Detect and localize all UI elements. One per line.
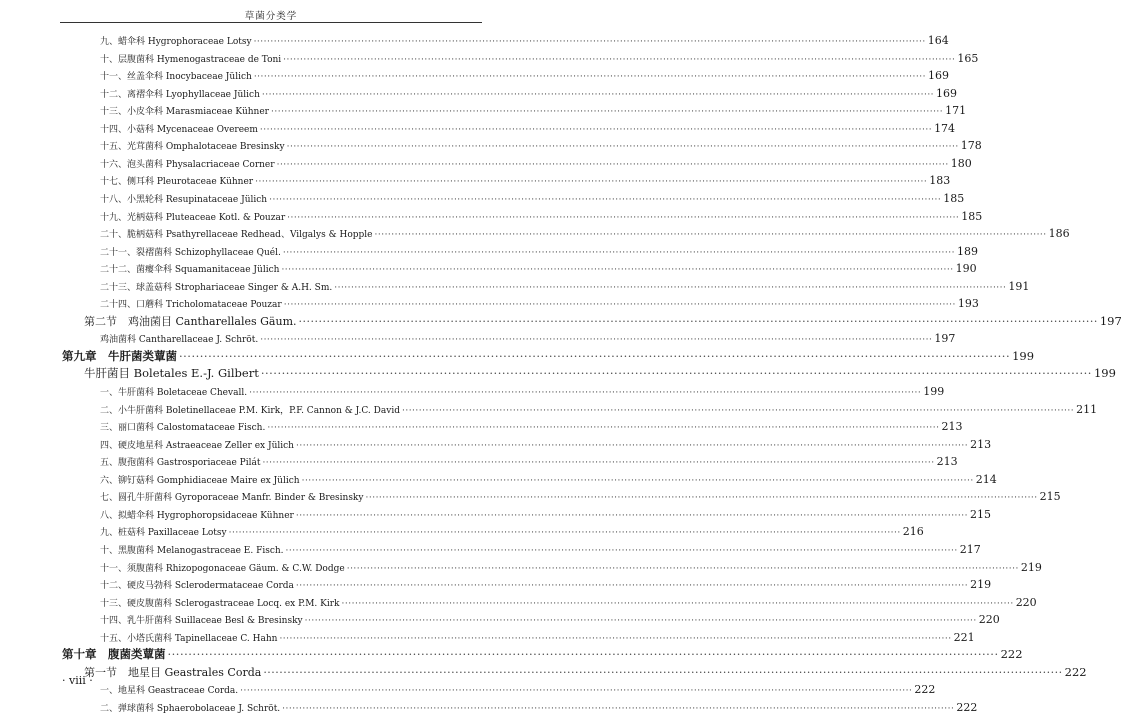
toc-entry-title: 第一节 地星目 Geastrales Corda <box>84 665 262 679</box>
toc-entry-family <box>100 244 978 258</box>
toc-entry-page: 171 <box>945 104 967 118</box>
toc-leader-dots: ········································································································································································································ <box>276 159 949 170</box>
toc-leader-dots: ········································································································································································································ <box>287 212 960 223</box>
toc-entry-page: 215 <box>1039 490 1061 504</box>
toc-leader-dots: ········································································································································································································ <box>279 633 952 644</box>
toc-entry-title: 十八、小黑轮科 Resupinataceae Jülich <box>100 194 268 205</box>
toc-entry-family <box>100 683 936 697</box>
toc-entry-family <box>100 385 945 398</box>
toc-leader-dots: ········································································································································································································ <box>295 581 969 592</box>
toc-entry-title: 十四、小菇科 Mycenaceae Overeem <box>100 124 258 135</box>
toc-entry-page: 199 <box>1012 348 1035 363</box>
toc-leader-dots: ········································································································································································································ <box>253 72 926 83</box>
toc-leader-dots: ········································································································································································································ <box>179 348 1011 363</box>
toc-entry-family <box>100 420 963 434</box>
toc-leader-dots: ········································································································································································································ <box>401 405 1075 416</box>
toc-leader-dots: ········································································································································································································ <box>282 247 955 258</box>
toc-entry-page: 186 <box>1048 227 1070 241</box>
toc-entry-page: 199 <box>1093 366 1116 381</box>
toc-entry-page: 219 <box>1020 560 1042 574</box>
toc-entry-family <box>100 560 1042 574</box>
toc-entry-title: 四、硬皮地星科 Astraeaceae Zeller ex Jülich <box>100 440 294 451</box>
toc-entry-page: 178 <box>960 139 982 153</box>
toc-entry-title: 十三、硬皮腹菌科 Sclerogastraceae Locq. ex P.M. Kirk <box>100 598 340 609</box>
toc-leader-dots: ········································································································································································································ <box>267 423 940 434</box>
toc-entry-title: 十四、乳牛肝菌科 Suillaceae Besl & Bresinsky <box>100 616 303 627</box>
toc-entry-page: 213 <box>941 420 963 434</box>
toc-leader-dots: ········································································································································································································ <box>365 493 1038 504</box>
toc-leader-dots: ········································································································································································································ <box>260 366 1092 381</box>
toc-entry-title: 第十章 腹菌类蕈菌 <box>62 647 166 662</box>
header-rule <box>60 22 482 23</box>
toc-entry-section <box>84 664 1087 679</box>
toc-entry-title: 二十三、球盖菇科 Strophariaceae Singer & A.H. Sm. <box>100 282 333 293</box>
toc-leader-dots: ········································································································································································································ <box>255 177 928 188</box>
toc-entry-title: 第二节 鸡油菌目 Cantharellales Gäum. <box>84 314 297 328</box>
toc-entry-title: 九、桩菇科 Paxillaceae Lotsy <box>100 528 227 539</box>
toc-entry-title: 牛肝菌目 Boletales E.-J. Gilbert <box>84 366 259 381</box>
toc-leader-dots: ········································································································································································································ <box>301 475 974 486</box>
toc-entry-page: 213 <box>970 437 992 451</box>
toc-entry-section <box>84 313 1122 328</box>
toc-leader-dots: ········································································································································································································ <box>282 703 955 714</box>
toc-leader-dots: ········································································································································································································ <box>295 510 968 521</box>
toc-entry-family <box>100 121 956 135</box>
toc-entry-family <box>100 209 983 223</box>
toc-entry-title: 十、黑腹菌科 Melanogastraceae E. Fisch. <box>100 545 284 556</box>
toc-leader-dots: ········································································································································································································ <box>285 545 958 556</box>
toc-entry-page: 220 <box>1015 595 1037 609</box>
toc-entry-title: 十三、小皮伞科 Marasmiaceae Kühner <box>100 107 269 118</box>
toc-entry-page: 222 <box>1000 647 1023 662</box>
toc-entry-title: 二十四、口蘑科 Tricholomataceae Pouzar <box>100 300 282 311</box>
toc-entry-title: 二十二、菌瘿伞科 Squamanitaceae Jülich <box>100 265 280 276</box>
toc-entry-title: 八、拟蜡伞科 Hygrophoropsidaceae Kühner <box>100 510 294 521</box>
toc-entry-family <box>100 262 977 276</box>
toc-entry-family <box>100 69 949 83</box>
toc-entry-page: 211 <box>1076 402 1098 416</box>
toc-entry-family <box>100 507 991 521</box>
toc-entry-family <box>100 525 924 539</box>
toc-leader-dots: ········································································································································································································ <box>263 665 1063 679</box>
toc-entry-family <box>100 542 981 556</box>
toc-entry-family <box>100 297 979 311</box>
toc-entry-page: 193 <box>957 297 979 311</box>
toc-leader-dots: ········································································································································································································ <box>286 142 959 153</box>
toc-leader-dots: ········································································································································································································ <box>304 616 977 627</box>
toc-entry-chapter <box>62 647 1023 662</box>
toc-entry-page: 217 <box>959 542 981 556</box>
toc-entry-page: 189 <box>957 244 978 258</box>
toc-entry-title: 一、地星科 Geastraceae Corda. <box>100 686 239 697</box>
toc-entry-title: 鸡油菌科 Cantharellaceae J. Schröt. <box>100 335 259 346</box>
toc-entry-family <box>100 595 1037 609</box>
toc-entry-title: 十五、光茸菌科 Omphalotaceae Bresinsky <box>100 142 285 153</box>
toc-entry-page: 220 <box>978 613 1000 627</box>
toc-entry-title: 十、层腹菌科 Hymenogastraceae de Toni <box>100 54 282 65</box>
toc-entry-page: 190 <box>955 262 977 276</box>
toc-entry-family <box>100 455 958 469</box>
toc-entry-page: 185 <box>943 191 965 205</box>
toc-leader-dots: ········································································································································································································ <box>283 54 956 65</box>
toc-entry-title: 七、圆孔牛肝菌科 Gyroporaceae Manfr. Binder & Bresinsky <box>100 493 364 504</box>
toc-entry-title: 二十、脆柄菇科 Psathyrellaceae Redhead、Vilgalys & Hopple <box>100 230 373 241</box>
toc-entry-family <box>100 156 972 170</box>
toc-entry-family <box>100 279 1030 293</box>
toc-entry-family <box>100 51 979 65</box>
toc-entry-title: 十二、硬皮马勃科 Sclerodermataceae Corda <box>100 581 294 592</box>
toc-entry-title: 二、弹球菌科 Sphaerobolaceae J. Schröt. <box>100 703 281 714</box>
toc-leader-dots: ········································································································································································································ <box>298 314 1098 328</box>
toc-entry-page: 222 <box>1064 664 1087 679</box>
toc-entry-family <box>100 139 982 153</box>
toc-entry-family <box>100 332 956 346</box>
toc-entry-page: 165 <box>957 51 979 65</box>
toc-entry-page: 222 <box>914 683 936 697</box>
toc-entry-page: 213 <box>936 455 958 469</box>
toc-entry-page: 180 <box>950 156 972 170</box>
toc-entry-page: 183 <box>929 174 951 188</box>
running-header: 草菌分类学 <box>244 11 298 22</box>
toc-leader-dots: ········································································································································································································ <box>260 335 933 346</box>
toc-leader-dots: ········································································································································································································ <box>374 230 1047 241</box>
toc-entry-title: 十七、侧耳科 Pleurotaceae Kühner <box>100 177 254 188</box>
toc-entry-title: 三、丽口菌科 Calostomataceae Fisch. <box>100 423 266 434</box>
toc-entry-page: 214 <box>975 472 997 486</box>
toc-entry-page: 197 <box>1099 313 1122 328</box>
toc-entry-title: 二、小牛肝菌科 Boletinellaceae P.M. Kirk，P.F. Cannon & J.C. David <box>100 405 400 416</box>
toc-entry-family <box>100 578 992 592</box>
toc-entry-page: 219 <box>970 578 992 592</box>
toc-leader-dots: ········································································································································································································ <box>341 598 1014 609</box>
toc-leader-dots: ········································································································································································································ <box>228 528 901 539</box>
toc-entry-title: 十一、丝盖伞科 Inocybaceae Jülich <box>100 72 252 83</box>
toc-leader-dots: ········································································································································································································ <box>270 107 944 118</box>
toc-entry-family <box>100 472 997 486</box>
toc-entry-family <box>100 630 975 644</box>
toc-entry-family <box>100 700 978 714</box>
toc-entry-family <box>100 437 992 451</box>
toc-leader-dots: ········································································································································································································ <box>346 563 1019 574</box>
toc-entry-page: 164 <box>927 34 949 47</box>
toc-entry-page: 221 <box>953 630 975 644</box>
toc-entry-family <box>100 191 965 205</box>
toc-entry-family <box>100 613 1000 627</box>
toc-entry-title: 十一、须腹菌科 Rhizopogonaceae Gäum. & C.W. Dodge <box>100 563 345 574</box>
toc-leader-dots: ········································································································································································································ <box>259 124 933 135</box>
toc-entry-family <box>100 402 1098 416</box>
toc-leader-dots: ········································································································································································································ <box>281 265 954 276</box>
toc-entry-page: 191 <box>1008 279 1030 293</box>
toc-entry-page: 197 <box>934 332 956 346</box>
toc-entry-page: 199 <box>923 385 945 398</box>
toc-entry-page: 222 <box>956 700 978 714</box>
toc-entry-family <box>100 104 967 118</box>
toc-entry-family <box>100 34 949 47</box>
toc-entry-chapter <box>62 348 1035 363</box>
toc-entry-title: 六、铆钉菇科 Gomphidiaceae Maire ex Jülich <box>100 475 300 486</box>
toc-entry-page: 215 <box>970 507 991 521</box>
toc-entry-title: 十六、泡头菌科 Physalacriaceae Corner <box>100 159 275 170</box>
toc-leader-dots: ········································································································································································································ <box>167 647 999 662</box>
toc-entry-page: 216 <box>902 525 924 539</box>
toc-entry-order <box>84 366 1116 381</box>
toc-entry-title: 第九章 牛肝菌类蕈菌 <box>62 348 177 363</box>
page-number: · viii · <box>62 674 93 687</box>
toc-entry-title: 一、牛肝菌科 Boletaceae Chevall. <box>100 388 248 398</box>
toc-entry-family <box>100 86 958 100</box>
toc-entry-title: 十九、光柄菇科 Pluteaceae Kotl. & Pouzar <box>100 212 286 223</box>
toc-entry-title: 二十一、裂褶菌科 Schizophyllaceae Quél. <box>100 247 281 258</box>
toc-entry-family <box>100 490 1061 504</box>
toc-entry-family <box>100 174 951 188</box>
toc-entry-title: 十二、离褶伞科 Lyophyllaceae Jülich <box>100 89 260 100</box>
toc-leader-dots: ········································································································································································································ <box>334 282 1007 293</box>
toc-entry-family <box>100 227 1070 241</box>
toc-entry-page: 174 <box>934 121 956 135</box>
toc-leader-dots: ········································································································································································································ <box>295 440 969 451</box>
toc-entry-page: 169 <box>936 86 958 100</box>
toc-entry-title: 九、蜡伞科 Hygrophoraceae Lotsy <box>100 37 252 47</box>
toc-entry-page: 185 <box>961 209 983 223</box>
toc-leader-dots: ········································································································································································································ <box>240 686 913 697</box>
toc-leader-dots: ········································································································································································································ <box>253 37 926 47</box>
toc-leader-dots: ········································································································································································································ <box>261 89 935 100</box>
toc-leader-dots: ········································································································································································································ <box>249 388 922 398</box>
toc-entry-title: 十五、小塔氏菌科 Tapinellaceae C. Hahn <box>100 633 278 644</box>
toc-leader-dots: ········································································································································································································ <box>262 458 935 469</box>
toc-leader-dots: ········································································································································································································ <box>283 300 956 311</box>
toc-entry-title: 五、腹孢菌科 Gastrosporiaceae Pilát <box>100 458 261 469</box>
toc-leader-dots: ········································································································································································································ <box>269 194 942 205</box>
toc-entry-page: 169 <box>927 69 949 83</box>
